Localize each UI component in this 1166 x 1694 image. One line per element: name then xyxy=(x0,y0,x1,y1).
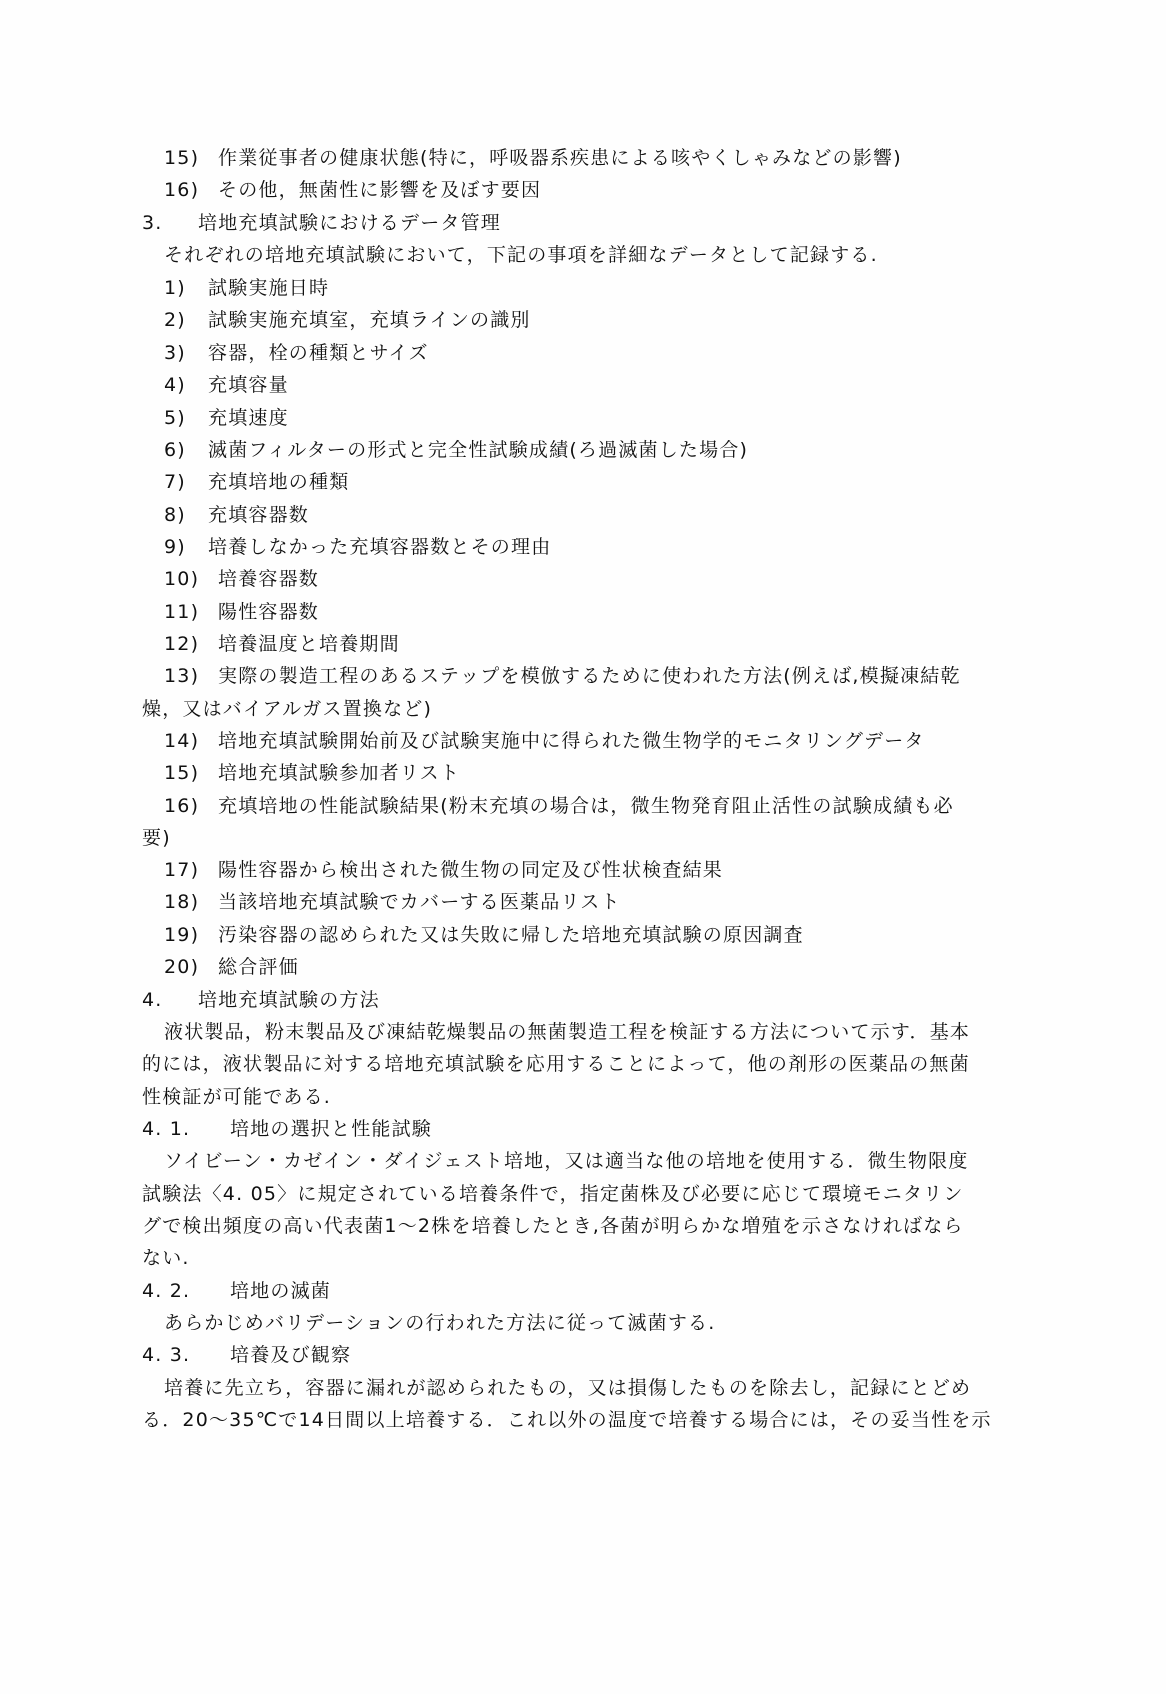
section-title: 培地充填試験におけるデータ管理 xyxy=(198,212,502,234)
paragraph-continuation: る．20～35℃で14日間以上培養する．これ以外の温度で培養する場合には，その妥当性を示 xyxy=(142,1409,992,1431)
section-number: 4. 3. xyxy=(142,1344,191,1366)
list-text: 当該培地充填試験でカバーする医薬品リスト xyxy=(218,891,621,913)
list-number: 2) xyxy=(164,309,186,331)
list-text: 充填容量 xyxy=(208,374,289,396)
list-text: 陽性容器数 xyxy=(218,601,320,623)
list-item xyxy=(164,503,1054,527)
list-text: 作業従事者の健康状態(特に，呼吸器系疾患による咳やくしゃみなどの影響) xyxy=(218,147,902,169)
section-number: 4. 1. xyxy=(142,1118,191,1140)
list-text: 培養温度と培養期間 xyxy=(218,633,400,655)
list-item-continuation: 燥，又はバイアルガス置換など) xyxy=(142,698,433,720)
list-text: 培地充填試験参加者リスト xyxy=(218,762,461,784)
list-item xyxy=(164,923,1054,947)
section-heading xyxy=(142,211,1032,235)
list-item xyxy=(164,373,1054,397)
list-number: 15) xyxy=(164,147,200,169)
list-item xyxy=(164,761,1054,785)
list-number: 12) xyxy=(164,633,200,655)
list-number: 17) xyxy=(164,859,200,881)
paragraph-continuation: 的には，液状製品に対する培地充填試験を応用することによって，他の剤形の医薬品の無菌 xyxy=(142,1053,970,1075)
list-item xyxy=(164,567,1054,591)
list-text: 培地充填試験開始前及び試験実施中に得られた微生物学的モニタリングデータ xyxy=(218,730,925,752)
list-text: 容器，栓の種類とサイズ xyxy=(208,342,429,364)
list-item xyxy=(164,438,1054,462)
list-text: 総合評価 xyxy=(218,956,299,978)
list-number: 11) xyxy=(164,601,200,623)
subsection-heading xyxy=(142,1343,1032,1367)
list-text: 実際の製造工程のあるステップを模倣するために使われた方法(例えば,模擬凍結乾 xyxy=(218,665,961,687)
list-item xyxy=(164,632,1054,656)
paragraph: ソイビーン・カゼイン・ダイジェスト培地，又は適当な他の培地を使用する．微生物限度 xyxy=(164,1150,969,1172)
paragraph: それぞれの培地充填試験において，下記の事項を詳細なデータとして記録する. xyxy=(164,244,878,266)
list-text: 培養しなかった充填容器数とその理由 xyxy=(208,536,552,558)
list-item-continuation: 要) xyxy=(142,827,171,849)
list-number: 13) xyxy=(164,665,200,687)
list-number: 10) xyxy=(164,568,200,590)
list-number: 3) xyxy=(164,342,186,364)
list-text: 充填培地の種類 xyxy=(208,471,350,493)
list-text: 陽性容器から検出された微生物の同定及び性状検査結果 xyxy=(218,859,724,881)
list-item xyxy=(164,178,1054,202)
section-title: 培地充填試験の方法 xyxy=(198,989,380,1011)
list-item xyxy=(164,729,1054,753)
list-text: 充填培地の性能試験結果(粉末充填の場合は，微生物発育阻止活性の試験成績も必 xyxy=(218,795,954,817)
subsection-heading xyxy=(142,1279,1032,1303)
section-title: 培地の選択と性能試験 xyxy=(230,1118,433,1140)
list-item xyxy=(164,890,1054,914)
list-number: 5) xyxy=(164,407,186,429)
paragraph-continuation: グで検出頻度の高い代表菌1～2株を培養したとき,各菌が明らかな増殖を示さなければなら xyxy=(142,1215,964,1237)
list-number: 16) xyxy=(164,795,200,817)
paragraph: 培養に先立ち，容器に漏れが認められたもの，又は損傷したものを除去し，記録にとどめ xyxy=(164,1377,972,1399)
list-number: 15) xyxy=(164,762,200,784)
list-item xyxy=(164,794,1054,818)
list-number: 14) xyxy=(164,730,200,752)
list-number: 16) xyxy=(164,179,200,201)
list-number: 7) xyxy=(164,471,186,493)
list-item xyxy=(164,341,1054,365)
list-item xyxy=(164,276,1054,300)
list-text: 汚染容器の認められた又は失敗に帰した培地充填試験の原因調査 xyxy=(218,924,804,946)
list-text: 充填速度 xyxy=(208,407,289,429)
list-item xyxy=(164,406,1054,430)
paragraph-continuation: ない. xyxy=(142,1247,190,1269)
list-number: 4) xyxy=(164,374,186,396)
list-item xyxy=(164,535,1054,559)
list-item xyxy=(164,600,1054,624)
paragraph: あらかじめバリデーションの行われた方法に従って滅菌する. xyxy=(164,1312,716,1334)
list-item xyxy=(164,308,1054,332)
section-number: 4. 2. xyxy=(142,1280,191,1302)
list-text: その他，無菌性に影響を及ぼす要因 xyxy=(218,179,542,201)
section-heading xyxy=(142,988,1032,1012)
list-number: 9) xyxy=(164,536,186,558)
list-item xyxy=(164,664,1054,688)
paragraph: 液状製品，粉末製品及び凍結乾燥製品の無菌製造工程を検証する方法について示す．基本 xyxy=(164,1021,971,1043)
list-number: 18) xyxy=(164,891,200,913)
list-text: 培養容器数 xyxy=(218,568,320,590)
subsection-heading xyxy=(142,1117,1032,1141)
paragraph-continuation: 試験法〈4. 05〉に規定されている培養条件で，指定菌株及び必要に応じて環境モニタリン xyxy=(142,1183,964,1205)
section-title: 培養及び観察 xyxy=(230,1344,352,1366)
list-number: 19) xyxy=(164,924,200,946)
list-text: 試験実施充填室，充填ラインの識別 xyxy=(208,309,531,331)
list-item xyxy=(164,955,1054,979)
section-title: 培地の滅菌 xyxy=(230,1280,332,1302)
list-text: 試験実施日時 xyxy=(208,277,330,299)
list-text: 滅菌フィルターの形式と完全性試験成績(ろ過滅菌した場合) xyxy=(208,439,749,461)
list-number: 20) xyxy=(164,956,200,978)
paragraph-continuation: 性検証が可能である. xyxy=(142,1086,332,1108)
section-number: 3. xyxy=(142,212,163,234)
list-item xyxy=(164,858,1054,882)
list-item xyxy=(164,146,1054,170)
list-item xyxy=(164,470,1054,494)
list-text: 充填容器数 xyxy=(208,504,310,526)
list-number: 1) xyxy=(164,277,186,299)
list-number: 8) xyxy=(164,504,186,526)
section-number: 4. xyxy=(142,989,163,1011)
list-number: 6) xyxy=(164,439,186,461)
